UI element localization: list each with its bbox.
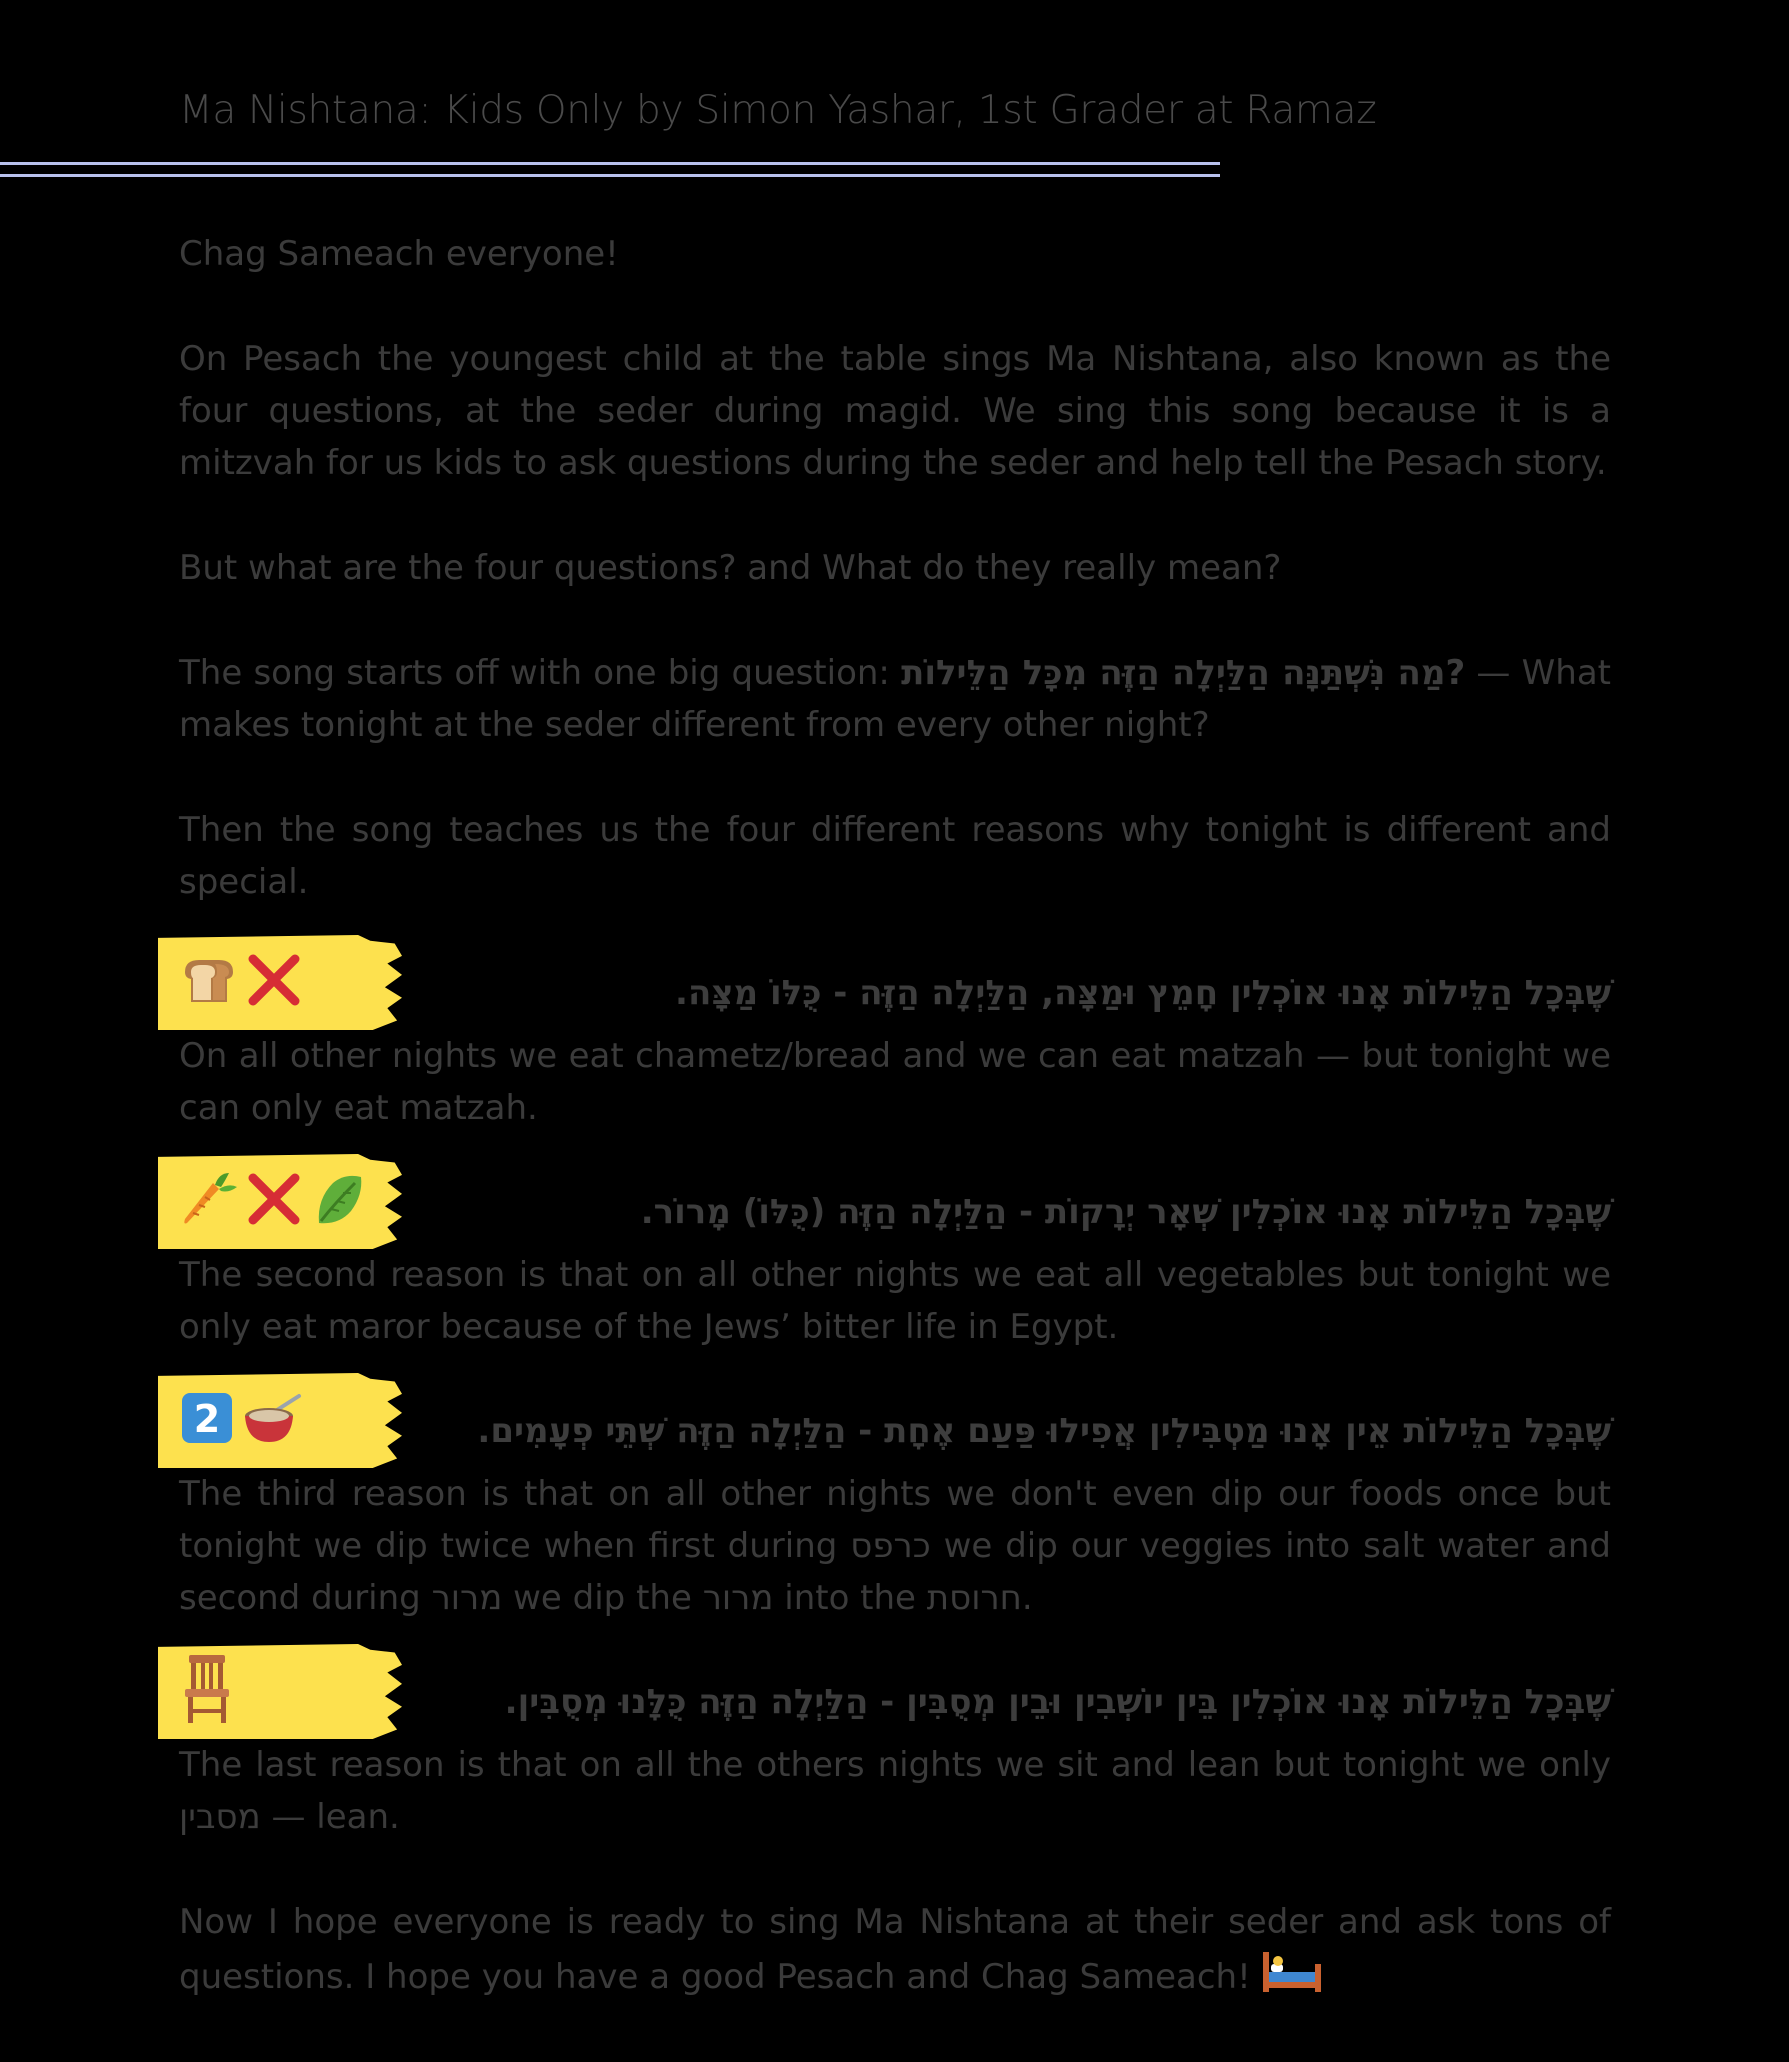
closing-paragraph	[179, 1896, 1611, 2009]
reason-4	[179, 1644, 1611, 1843]
reason-2	[179, 1154, 1611, 1353]
intro-paragraph: On Pesach the youngest child at the table sings Ma Nishtana, also known as the four questions, at the seder during magid. We sing this song because it is a mitzvah for us kids to ask questions during the seder and help tell the Pesach story.	[179, 339, 1611, 483]
title-underline-top	[0, 162, 1220, 165]
reason-1-text: On all other nights we eat chametz/bread and we can eat matzah — but tonight we can only eat matzah.	[179, 1036, 1611, 1128]
then-line: Then the song teaches us the four different reasons why tonight is different and special.	[179, 810, 1611, 902]
reason-4-hebrew: שֶׁבְּכָל הַלֵּילוֹת אָנוּ אוֹכְלִין בֵּין יוֹשְׁבִין וּבֵין מְסֻבִּין - הַלַּיְלָה הַזֶּה כֻּלָּנוּ מְסֻבִּין.	[504, 1682, 1611, 1722]
article-body	[179, 228, 1611, 2062]
reason-3-hebrew: שֶׁבְּכָל הַלֵּילוֹת אֵין אָנוּ מַטְבִּילִין אֲפִילוּ פַּעַם אֶחָת - הַלַּיְלָה הַזֶּה שְׁתֵּי פְעָמִים.	[477, 1411, 1611, 1451]
question-line: But what are the four questions? and What do they really mean?	[179, 548, 1282, 588]
charoset-word: חרוסת	[926, 1578, 1022, 1618]
maror-word: מרור	[702, 1578, 774, 1618]
reason-3-header	[179, 1373, 1611, 1468]
keycap-two-icon	[179, 1390, 235, 1450]
reason-3-text-part: into the	[773, 1578, 927, 1618]
greeting: Chag Sameach everyone!	[179, 234, 619, 274]
reason-1-hebrew: שֶׁבְּכָל הַלֵּילוֹת אָנוּ אוֹכְלִין חָמֵץ וּמַצָּה, הַלַּיְלָה הַזֶּה - כֻּלּוֹ מַצָּה.	[675, 973, 1611, 1013]
title-underline-bottom	[0, 174, 1220, 177]
reason-3-text-part: we dip our veggies into salt water and second during	[179, 1526, 1611, 1618]
reason-1	[179, 935, 1611, 1134]
red-x-icon	[245, 951, 303, 1013]
big-question-hebrew: ?מַה נִּשְׁתַּנָּה הַלַּיְלָה הַזֶּה מִכָּל הַלֵּילוֹת	[901, 653, 1466, 693]
big-question-prefix: The song starts off with one big question:	[179, 653, 902, 693]
reason-3	[179, 1373, 1611, 1624]
svg-text:2: 2	[193, 1397, 221, 1441]
reason-4-text	[179, 1739, 1611, 1843]
reason-2-text: The second reason is that on all other nights we eat all vegetables but tonight we only eat maror because of the Jews’ bitter life in Egypt.	[179, 1255, 1611, 1347]
reason-3-text-part: .	[1021, 1578, 1033, 1618]
big-question-suffix: — What makes tonight at the seder different from every other night?	[179, 653, 1611, 745]
reason-4-header	[179, 1644, 1611, 1739]
reason-4-text-part: The last reason is that on all the others nights we sit and lean but tonight we only	[179, 1745, 1611, 1785]
red-x-icon	[245, 1170, 303, 1232]
reason-2-header	[179, 1154, 1611, 1249]
bowl-icon	[241, 1388, 303, 1452]
reason-2-icons	[179, 1166, 369, 1236]
mesubin-word: מסבין	[179, 1797, 261, 1837]
carrot-icon	[179, 1169, 239, 1233]
reason-3-text	[179, 1468, 1611, 1624]
reason-3-text-part: The third reason is that on all other nights we don't even dip our foods once but tonight we dip twice when first during	[179, 1474, 1611, 1566]
reason-2-hebrew: שֶׁבְּכָל הַלֵּילוֹת אָנוּ אוֹכְלִין שְׁאָר יְרָקוֹת - הַלַּיְלָה הַזֶּה (כֻּלּוֹ) מָרוֹר.	[640, 1192, 1611, 1232]
lettuce-icon	[309, 1169, 369, 1233]
chair-icon	[179, 1653, 235, 1729]
reason-1-icons	[179, 947, 303, 1017]
page-title: Ma Nishtana: Kids Only by Simon Yashar, 1st Grader at Ramaz	[179, 88, 1377, 133]
reason-4-icons	[179, 1656, 235, 1726]
maror-word: מרור	[431, 1578, 503, 1618]
reason-1-header	[179, 935, 1611, 1030]
reason-3-text-part: we dip the	[502, 1578, 703, 1618]
karpas-word: כרפס	[850, 1526, 931, 1566]
reason-3-icons	[179, 1385, 303, 1455]
big-question-paragraph	[179, 647, 1611, 751]
reason-4-text-part: — lean.	[260, 1797, 400, 1837]
bread-icon	[179, 950, 239, 1014]
closing-text: Now I hope everyone is ready to sing Ma Nishtana at their seder and ask tons of questions. I hope you have a good Pesach and Chag Sameach!	[179, 1902, 1611, 1997]
